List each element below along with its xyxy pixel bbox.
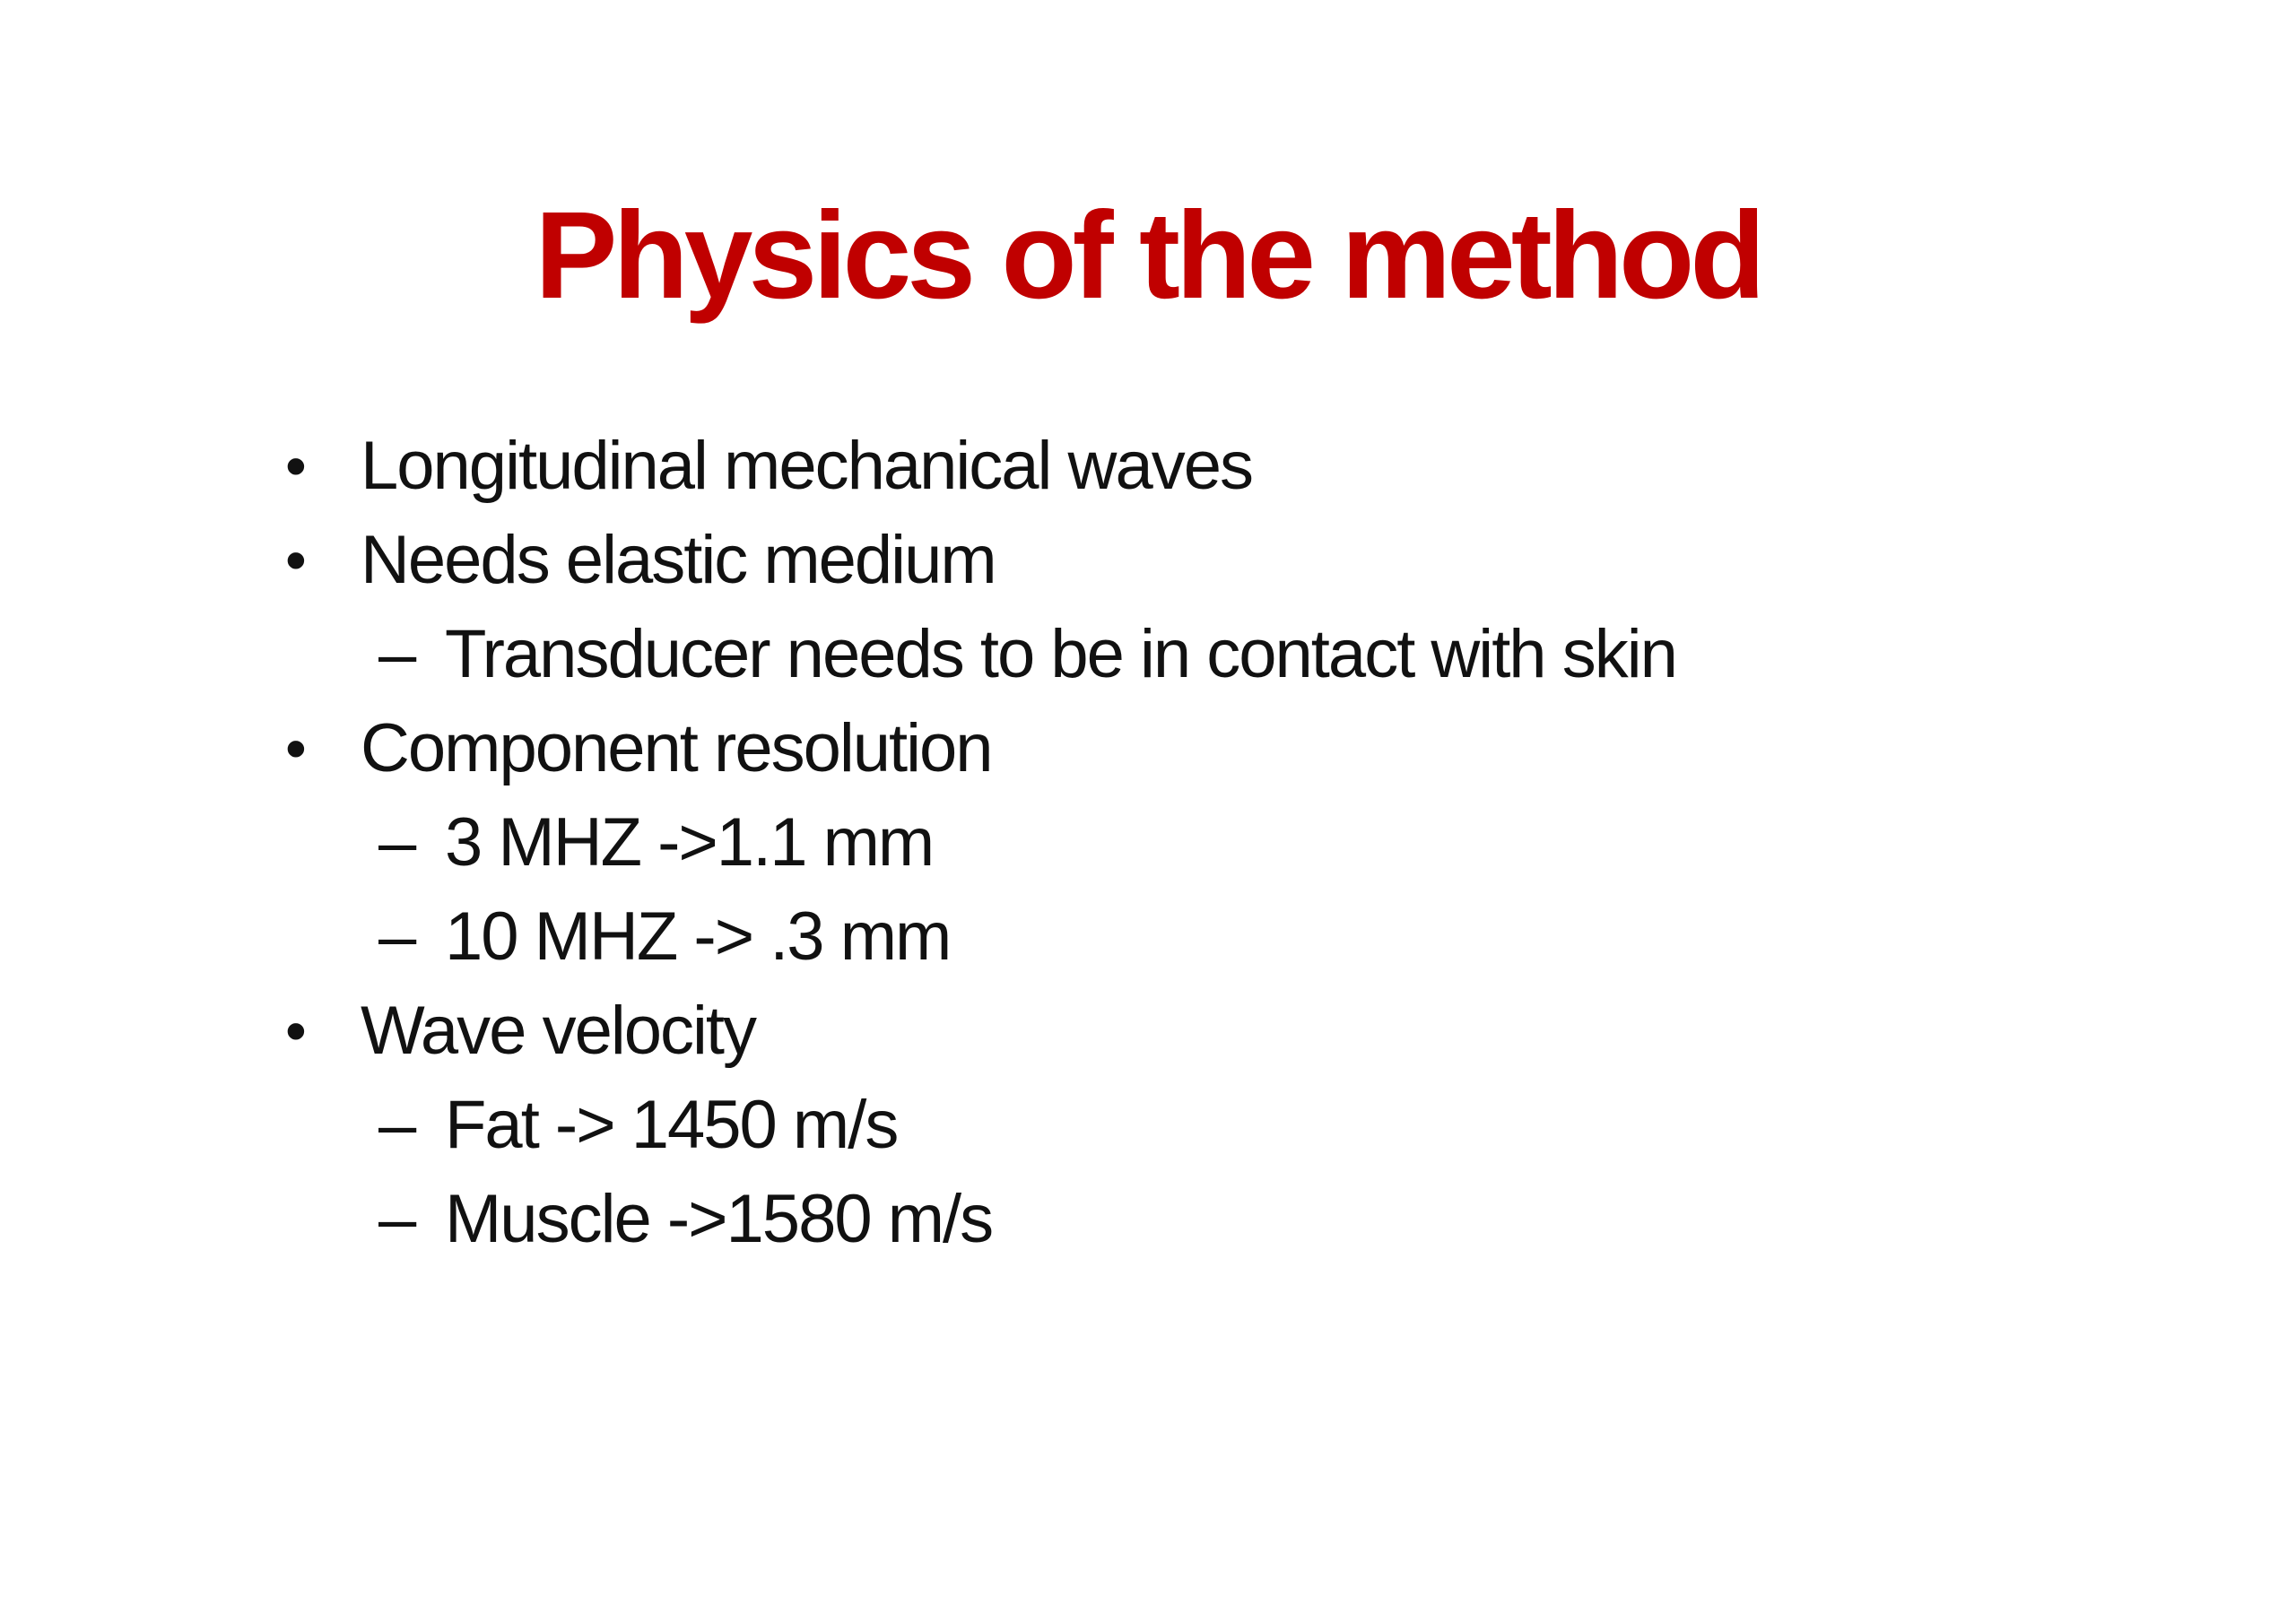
sub-bullet-marker: – bbox=[378, 898, 415, 975]
sub-bullet-item bbox=[0, 892, 2296, 986]
bullet-item bbox=[0, 516, 2296, 610]
bullet-marker: • bbox=[285, 526, 305, 595]
sub-bullet-item bbox=[0, 798, 2296, 892]
bullet-marker: • bbox=[285, 997, 305, 1065]
bullet-marker: • bbox=[285, 715, 305, 783]
sub-bullet-marker: – bbox=[378, 616, 415, 692]
sub-bullet-item bbox=[0, 1081, 2296, 1175]
bullet-text: Needs elastic medium bbox=[361, 522, 996, 598]
bullet-item bbox=[0, 986, 2296, 1081]
bullet-marker: • bbox=[285, 432, 305, 500]
sub-bullet-text: Fat -> 1450 m/s bbox=[445, 1087, 898, 1163]
sub-bullet-text: Muscle ->1580 m/s bbox=[445, 1181, 993, 1257]
sub-bullet-item bbox=[0, 610, 2296, 704]
sub-bullet-text: 10 MHZ -> .3 mm bbox=[445, 898, 951, 975]
slide-title: Physics of the method bbox=[535, 187, 1761, 325]
bullet-text: Wave velocity bbox=[361, 993, 755, 1069]
sub-bullet-text: 3 MHZ ->1.1 mm bbox=[445, 804, 934, 881]
bullet-item bbox=[0, 421, 2296, 516]
bullet-text: Longitudinal mechanical waves bbox=[361, 428, 1252, 504]
sub-bullet-marker: – bbox=[378, 804, 415, 881]
sub-bullet-marker: – bbox=[378, 1181, 415, 1257]
bullet-list bbox=[0, 421, 2296, 1269]
sub-bullet-text: Transducer needs to be in contact with skin bbox=[445, 616, 1676, 692]
sub-bullet-item bbox=[0, 1175, 2296, 1269]
sub-bullet-marker: – bbox=[378, 1087, 415, 1163]
bullet-text: Component resolution bbox=[361, 710, 992, 786]
bullet-item bbox=[0, 704, 2296, 798]
